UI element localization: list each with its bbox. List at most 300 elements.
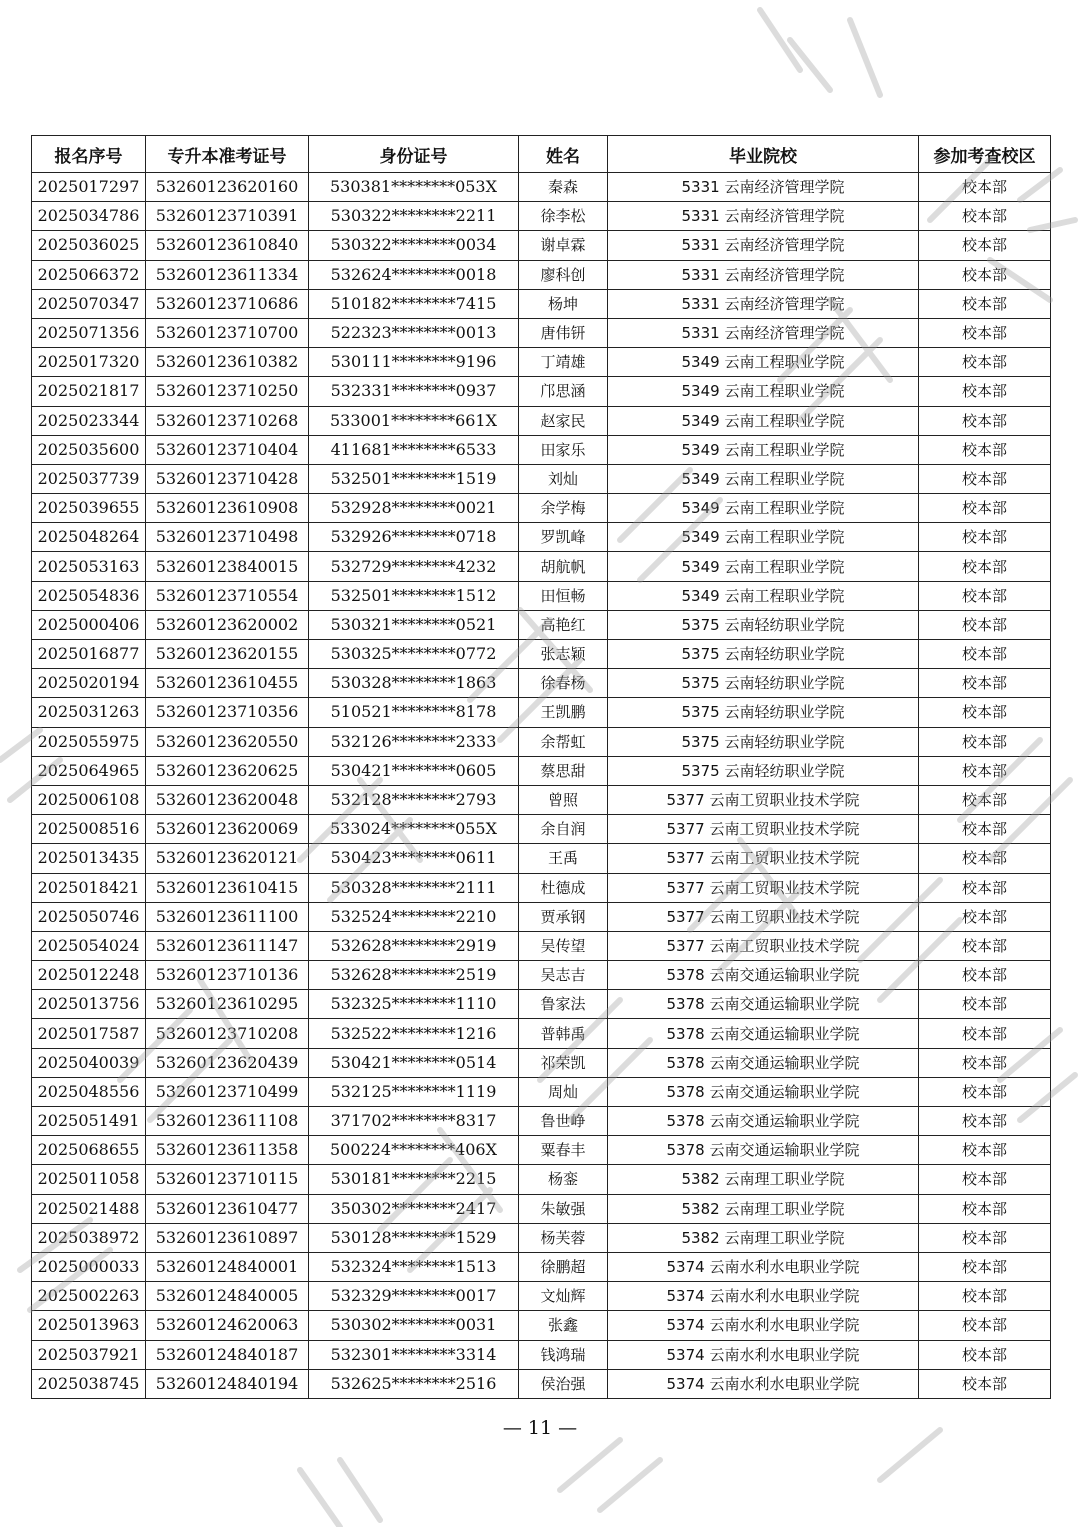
exam-ticket-no-cell: 53260123620550 xyxy=(146,727,309,756)
id-number-cell: 530322********0034 xyxy=(309,231,519,260)
exam-ticket-no-cell: 53260123710356 xyxy=(146,698,309,727)
table-row xyxy=(32,494,1051,523)
name-cell: 丁靖雄 xyxy=(519,348,608,377)
table-row xyxy=(32,756,1051,785)
id-number-cell: 371702********8317 xyxy=(309,1107,519,1136)
school-cell: 5349 云南工程职业学院 xyxy=(608,494,919,523)
name-cell: 钱鸿瑞 xyxy=(519,1340,608,1369)
id-number-cell: 522323********0013 xyxy=(309,318,519,347)
table-row xyxy=(32,1019,1051,1048)
campus-cell: 校本部 xyxy=(919,961,1051,990)
registration-no-cell: 2025017297 xyxy=(32,173,146,202)
registration-no-cell: 2025016877 xyxy=(32,640,146,669)
id-number-cell: 532126********2333 xyxy=(309,727,519,756)
table-row xyxy=(32,260,1051,289)
id-number-cell: 530328********1863 xyxy=(309,669,519,698)
id-number-cell: 532301********3314 xyxy=(309,1340,519,1369)
table-row xyxy=(32,610,1051,639)
id-number-cell: 530423********0611 xyxy=(309,844,519,873)
exam-ticket-no-cell: 53260123710208 xyxy=(146,1019,309,1048)
table-row xyxy=(32,902,1051,931)
header-exam-campus: 参加考查校区 xyxy=(919,136,1051,173)
id-number-cell: 532926********0718 xyxy=(309,523,519,552)
name-cell: 胡航帆 xyxy=(519,552,608,581)
exam-ticket-no-cell: 53260123710268 xyxy=(146,406,309,435)
id-number-cell: 533001********661X xyxy=(309,406,519,435)
campus-cell: 校本部 xyxy=(919,1107,1051,1136)
table-row xyxy=(32,231,1051,260)
registration-no-cell: 2025055975 xyxy=(32,727,146,756)
campus-cell: 校本部 xyxy=(919,348,1051,377)
exam-ticket-no-cell: 53260123620155 xyxy=(146,640,309,669)
id-number-cell: 530328********2111 xyxy=(309,873,519,902)
id-number-cell: 411681********6533 xyxy=(309,435,519,464)
registration-no-cell: 2025068655 xyxy=(32,1136,146,1165)
exam-ticket-no-cell: 53260123620625 xyxy=(146,756,309,785)
registration-no-cell: 2025039655 xyxy=(32,494,146,523)
exam-ticket-no-cell: 53260123710136 xyxy=(146,961,309,990)
registration-no-cell: 2025031263 xyxy=(32,698,146,727)
registration-no-cell: 2025008516 xyxy=(32,815,146,844)
school-cell: 5349 云南工程职业学院 xyxy=(608,406,919,435)
id-number-cell: 532522********1216 xyxy=(309,1019,519,1048)
school-cell: 5377 云南工贸职业技术学院 xyxy=(608,873,919,902)
registration-no-cell: 2025011058 xyxy=(32,1165,146,1194)
id-number-cell: 532501********1512 xyxy=(309,581,519,610)
school-cell: 5349 云南工程职业学院 xyxy=(608,581,919,610)
school-cell: 5378 云南交通运输职业学院 xyxy=(608,1107,919,1136)
id-number-cell: 532324********1513 xyxy=(309,1252,519,1281)
school-cell: 5377 云南工贸职业技术学院 xyxy=(608,815,919,844)
name-cell: 张志颖 xyxy=(519,640,608,669)
registration-no-cell: 2025036025 xyxy=(32,231,146,260)
name-cell: 王凯鹏 xyxy=(519,698,608,727)
school-cell: 5378 云南交通运输职业学院 xyxy=(608,1077,919,1106)
exam-ticket-no-cell: 53260123620002 xyxy=(146,610,309,639)
school-cell: 5375 云南轻纺职业学院 xyxy=(608,610,919,639)
school-cell: 5331 云南经济管理学院 xyxy=(608,202,919,231)
header-graduated-school: 毕业院校 xyxy=(608,136,919,173)
campus-cell: 校本部 xyxy=(919,581,1051,610)
campus-cell: 校本部 xyxy=(919,815,1051,844)
name-cell: 文灿辉 xyxy=(519,1282,608,1311)
exam-ticket-no-cell: 53260123710686 xyxy=(146,289,309,318)
school-cell: 5374 云南水利水电职业学院 xyxy=(608,1252,919,1281)
registration-no-cell: 2025023344 xyxy=(32,406,146,435)
table-row xyxy=(32,1194,1051,1223)
campus-cell: 校本部 xyxy=(919,698,1051,727)
school-cell: 5378 云南交通运输职业学院 xyxy=(608,1136,919,1165)
id-number-cell: 350302********2417 xyxy=(309,1194,519,1223)
table-row xyxy=(32,873,1051,902)
registration-no-cell: 2025037739 xyxy=(32,464,146,493)
registration-no-cell: 2025037921 xyxy=(32,1340,146,1369)
campus-cell: 校本部 xyxy=(919,610,1051,639)
school-cell: 5377 云南工贸职业技术学院 xyxy=(608,785,919,814)
name-cell: 蔡思甜 xyxy=(519,756,608,785)
exam-ticket-no-cell: 53260123610840 xyxy=(146,231,309,260)
campus-cell: 校本部 xyxy=(919,1048,1051,1077)
registration-no-cell: 2025053163 xyxy=(32,552,146,581)
table-row xyxy=(32,552,1051,581)
exam-ticket-no-cell: 53260124840001 xyxy=(146,1252,309,1281)
header-exam-ticket-no: 专升本准考证号 xyxy=(146,136,309,173)
name-cell: 余自润 xyxy=(519,815,608,844)
exam-ticket-no-cell: 53260123610908 xyxy=(146,494,309,523)
campus-cell: 校本部 xyxy=(919,844,1051,873)
registration-no-cell: 2025021817 xyxy=(32,377,146,406)
id-number-cell: 530421********0605 xyxy=(309,756,519,785)
table-row xyxy=(32,1048,1051,1077)
table-row xyxy=(32,377,1051,406)
exam-ticket-no-cell: 53260123620160 xyxy=(146,173,309,202)
registration-no-cell: 2025071356 xyxy=(32,318,146,347)
name-cell: 杜德成 xyxy=(519,873,608,902)
table-row xyxy=(32,1252,1051,1281)
table-row xyxy=(32,961,1051,990)
exam-ticket-no-cell: 53260123610415 xyxy=(146,873,309,902)
exam-ticket-no-cell: 53260123611334 xyxy=(146,260,309,289)
exam-ticket-no-cell: 53260123710428 xyxy=(146,464,309,493)
campus-cell: 校本部 xyxy=(919,902,1051,931)
campus-cell: 校本部 xyxy=(919,1340,1051,1369)
school-cell: 5377 云南工贸职业技术学院 xyxy=(608,844,919,873)
table-row xyxy=(32,1077,1051,1106)
registration-no-cell: 2025054836 xyxy=(32,581,146,610)
exam-ticket-no-cell: 53260124620063 xyxy=(146,1311,309,1340)
campus-cell: 校本部 xyxy=(919,173,1051,202)
table-row xyxy=(32,1165,1051,1194)
name-cell: 普韩禹 xyxy=(519,1019,608,1048)
table-row xyxy=(32,289,1051,318)
registration-no-cell: 2025002263 xyxy=(32,1282,146,1311)
table-row xyxy=(32,669,1051,698)
name-cell: 杨坤 xyxy=(519,289,608,318)
name-cell: 邝思涵 xyxy=(519,377,608,406)
name-cell: 鲁世峥 xyxy=(519,1107,608,1136)
table-row xyxy=(32,1282,1051,1311)
exam-ticket-no-cell: 53260123611147 xyxy=(146,931,309,960)
campus-cell: 校本部 xyxy=(919,552,1051,581)
id-number-cell: 500224********406X xyxy=(309,1136,519,1165)
campus-cell: 校本部 xyxy=(919,640,1051,669)
table-row xyxy=(32,1107,1051,1136)
registration-no-cell: 2025066372 xyxy=(32,260,146,289)
id-number-cell: 510182********7415 xyxy=(309,289,519,318)
table-row xyxy=(32,990,1051,1019)
registration-no-cell: 2025020194 xyxy=(32,669,146,698)
id-number-cell: 532628********2919 xyxy=(309,931,519,960)
campus-cell: 校本部 xyxy=(919,318,1051,347)
campus-cell: 校本部 xyxy=(919,377,1051,406)
registration-no-cell: 2025034786 xyxy=(32,202,146,231)
id-number-cell: 532628********2519 xyxy=(309,961,519,990)
campus-cell: 校本部 xyxy=(919,1077,1051,1106)
name-cell: 侯治强 xyxy=(519,1369,608,1398)
registration-no-cell: 2025000406 xyxy=(32,610,146,639)
name-cell: 贾承钢 xyxy=(519,902,608,931)
registration-no-cell: 2025051491 xyxy=(32,1107,146,1136)
name-cell: 刘灿 xyxy=(519,464,608,493)
exam-ticket-no-cell: 53260123710499 xyxy=(146,1077,309,1106)
id-number-cell: 532501********1519 xyxy=(309,464,519,493)
school-cell: 5374 云南水利水电职业学院 xyxy=(608,1311,919,1340)
registration-no-cell: 2025040039 xyxy=(32,1048,146,1077)
exam-ticket-no-cell: 53260123620048 xyxy=(146,785,309,814)
name-cell: 徐春杨 xyxy=(519,669,608,698)
campus-cell: 校本部 xyxy=(919,435,1051,464)
exam-ticket-no-cell: 53260123611358 xyxy=(146,1136,309,1165)
table-row xyxy=(32,202,1051,231)
campus-cell: 校本部 xyxy=(919,1136,1051,1165)
exam-ticket-no-cell: 53260123840015 xyxy=(146,552,309,581)
id-number-cell: 532331********0937 xyxy=(309,377,519,406)
registration-no-cell: 2025017587 xyxy=(32,1019,146,1048)
name-cell: 吴传望 xyxy=(519,931,608,960)
campus-cell: 校本部 xyxy=(919,202,1051,231)
campus-cell: 校本部 xyxy=(919,1194,1051,1223)
table-row xyxy=(32,406,1051,435)
id-number-cell: 532625********2516 xyxy=(309,1369,519,1398)
exam-ticket-no-cell: 53260123620439 xyxy=(146,1048,309,1077)
school-cell: 5382 云南理工职业学院 xyxy=(608,1223,919,1252)
registration-no-cell: 2025017320 xyxy=(32,348,146,377)
school-cell: 5374 云南水利水电职业学院 xyxy=(608,1340,919,1369)
name-cell: 朱敏强 xyxy=(519,1194,608,1223)
campus-cell: 校本部 xyxy=(919,785,1051,814)
table-row xyxy=(32,785,1051,814)
name-cell: 余帮虹 xyxy=(519,727,608,756)
name-cell: 王禹 xyxy=(519,844,608,873)
exam-ticket-no-cell: 53260123710250 xyxy=(146,377,309,406)
table-row xyxy=(32,727,1051,756)
school-cell: 5349 云南工程职业学院 xyxy=(608,523,919,552)
registration-no-cell: 2025013435 xyxy=(32,844,146,873)
table-row xyxy=(32,1136,1051,1165)
id-number-cell: 530128********1529 xyxy=(309,1223,519,1252)
campus-cell: 校本部 xyxy=(919,523,1051,552)
exam-ticket-no-cell: 53260123710498 xyxy=(146,523,309,552)
campus-cell: 校本部 xyxy=(919,1252,1051,1281)
registration-no-cell: 2025018421 xyxy=(32,873,146,902)
table-row xyxy=(32,318,1051,347)
campus-cell: 校本部 xyxy=(919,231,1051,260)
id-number-cell: 532624********0018 xyxy=(309,260,519,289)
name-cell: 赵家民 xyxy=(519,406,608,435)
school-cell: 5382 云南理工职业学院 xyxy=(608,1165,919,1194)
registration-no-cell: 2025050746 xyxy=(32,902,146,931)
exam-ticket-no-cell: 53260124840005 xyxy=(146,1282,309,1311)
school-cell: 5349 云南工程职业学院 xyxy=(608,377,919,406)
school-cell: 5331 云南经济管理学院 xyxy=(608,173,919,202)
id-number-cell: 533024********055X xyxy=(309,815,519,844)
exam-ticket-no-cell: 53260124840194 xyxy=(146,1369,309,1398)
id-number-cell: 530302********0031 xyxy=(309,1311,519,1340)
id-number-cell: 532325********1110 xyxy=(309,990,519,1019)
exam-ticket-no-cell: 53260123610455 xyxy=(146,669,309,698)
registration-no-cell: 2025070347 xyxy=(32,289,146,318)
name-cell: 徐李松 xyxy=(519,202,608,231)
header-registration-no: 报名序号 xyxy=(32,136,146,173)
table-row xyxy=(32,815,1051,844)
candidate-table xyxy=(31,135,1051,1399)
id-number-cell: 530381********053X xyxy=(309,173,519,202)
campus-cell: 校本部 xyxy=(919,1165,1051,1194)
table-row xyxy=(32,581,1051,610)
registration-no-cell: 2025048556 xyxy=(32,1077,146,1106)
table-row xyxy=(32,348,1051,377)
school-cell: 5375 云南轻纺职业学院 xyxy=(608,698,919,727)
name-cell: 田恒畅 xyxy=(519,581,608,610)
id-number-cell: 530325********0772 xyxy=(309,640,519,669)
school-cell: 5331 云南经济管理学院 xyxy=(608,318,919,347)
registration-no-cell: 2025035600 xyxy=(32,435,146,464)
school-cell: 5349 云南工程职业学院 xyxy=(608,464,919,493)
exam-ticket-no-cell: 53260123610382 xyxy=(146,348,309,377)
table-row xyxy=(32,523,1051,552)
exam-ticket-no-cell: 53260123710700 xyxy=(146,318,309,347)
campus-cell: 校本部 xyxy=(919,669,1051,698)
table-header-row xyxy=(32,136,1051,173)
exam-ticket-no-cell: 53260123610897 xyxy=(146,1223,309,1252)
campus-cell: 校本部 xyxy=(919,873,1051,902)
exam-ticket-no-cell: 53260123710391 xyxy=(146,202,309,231)
school-cell: 5349 云南工程职业学院 xyxy=(608,348,919,377)
name-cell: 周灿 xyxy=(519,1077,608,1106)
campus-cell: 校本部 xyxy=(919,990,1051,1019)
school-cell: 5377 云南工贸职业技术学院 xyxy=(608,931,919,960)
table-body xyxy=(32,173,1051,1399)
registration-no-cell: 2025012248 xyxy=(32,961,146,990)
id-number-cell: 532729********4232 xyxy=(309,552,519,581)
exam-ticket-no-cell: 53260123710554 xyxy=(146,581,309,610)
table-row xyxy=(32,173,1051,202)
school-cell: 5374 云南水利水电职业学院 xyxy=(608,1369,919,1398)
name-cell: 杨銮 xyxy=(519,1165,608,1194)
school-cell: 5375 云南轻纺职业学院 xyxy=(608,756,919,785)
id-number-cell: 532128********2793 xyxy=(309,785,519,814)
name-cell: 谢卓霖 xyxy=(519,231,608,260)
school-cell: 5349 云南工程职业学院 xyxy=(608,435,919,464)
name-cell: 鲁家法 xyxy=(519,990,608,1019)
school-cell: 5375 云南轻纺职业学院 xyxy=(608,640,919,669)
table-row xyxy=(32,640,1051,669)
school-cell: 5382 云南理工职业学院 xyxy=(608,1194,919,1223)
school-cell: 5378 云南交通运输职业学院 xyxy=(608,961,919,990)
campus-cell: 校本部 xyxy=(919,1019,1051,1048)
exam-ticket-no-cell: 53260123610477 xyxy=(146,1194,309,1223)
school-cell: 5378 云南交通运输职业学院 xyxy=(608,1048,919,1077)
campus-cell: 校本部 xyxy=(919,1311,1051,1340)
school-cell: 5331 云南经济管理学院 xyxy=(608,289,919,318)
name-cell: 田家乐 xyxy=(519,435,608,464)
school-cell: 5375 云南轻纺职业学院 xyxy=(608,669,919,698)
id-number-cell: 532928********0021 xyxy=(309,494,519,523)
id-number-cell: 532329********0017 xyxy=(309,1282,519,1311)
campus-cell: 校本部 xyxy=(919,289,1051,318)
school-cell: 5378 云南交通运输职业学院 xyxy=(608,990,919,1019)
exam-ticket-no-cell: 53260123710404 xyxy=(146,435,309,464)
name-cell: 吴志吉 xyxy=(519,961,608,990)
school-cell: 5331 云南经济管理学院 xyxy=(608,260,919,289)
campus-cell: 校本部 xyxy=(919,1282,1051,1311)
name-cell: 高艳红 xyxy=(519,610,608,639)
campus-cell: 校本部 xyxy=(919,494,1051,523)
table-row xyxy=(32,1340,1051,1369)
registration-no-cell: 2025013756 xyxy=(32,990,146,1019)
name-cell: 粟春丰 xyxy=(519,1136,608,1165)
id-number-cell: 532125********1119 xyxy=(309,1077,519,1106)
id-number-cell: 532524********2210 xyxy=(309,902,519,931)
table-row xyxy=(32,1223,1051,1252)
school-cell: 5375 云南轻纺职业学院 xyxy=(608,727,919,756)
campus-cell: 校本部 xyxy=(919,727,1051,756)
name-cell: 唐伟钘 xyxy=(519,318,608,347)
exam-ticket-no-cell: 53260123611108 xyxy=(146,1107,309,1136)
table-row xyxy=(32,464,1051,493)
campus-cell: 校本部 xyxy=(919,1223,1051,1252)
table-row xyxy=(32,435,1051,464)
name-cell: 祁荣凯 xyxy=(519,1048,608,1077)
registration-no-cell: 2025013963 xyxy=(32,1311,146,1340)
name-cell: 罗凯峰 xyxy=(519,523,608,552)
school-cell: 5374 云南水利水电职业学院 xyxy=(608,1282,919,1311)
table-row xyxy=(32,844,1051,873)
registration-no-cell: 2025048264 xyxy=(32,523,146,552)
id-number-cell: 530421********0514 xyxy=(309,1048,519,1077)
school-cell: 5378 云南交通运输职业学院 xyxy=(608,1019,919,1048)
id-number-cell: 510521********8178 xyxy=(309,698,519,727)
campus-cell: 校本部 xyxy=(919,464,1051,493)
table-row xyxy=(32,698,1051,727)
campus-cell: 校本部 xyxy=(919,756,1051,785)
campus-cell: 校本部 xyxy=(919,260,1051,289)
campus-cell: 校本部 xyxy=(919,406,1051,435)
id-number-cell: 530111********9196 xyxy=(309,348,519,377)
registration-no-cell: 2025021488 xyxy=(32,1194,146,1223)
exam-ticket-no-cell: 53260123620121 xyxy=(146,844,309,873)
name-cell: 余学梅 xyxy=(519,494,608,523)
exam-ticket-no-cell: 53260123710115 xyxy=(146,1165,309,1194)
id-number-cell: 530321********0521 xyxy=(309,610,519,639)
id-number-cell: 530322********2211 xyxy=(309,202,519,231)
exam-ticket-no-cell: 53260124840187 xyxy=(146,1340,309,1369)
school-cell: 5331 云南经济管理学院 xyxy=(608,231,919,260)
registration-no-cell: 2025038745 xyxy=(32,1369,146,1398)
document-page xyxy=(31,135,1050,1399)
header-name: 姓名 xyxy=(519,136,608,173)
id-number-cell: 530181********2215 xyxy=(309,1165,519,1194)
campus-cell: 校本部 xyxy=(919,931,1051,960)
registration-no-cell: 2025006108 xyxy=(32,785,146,814)
registration-no-cell: 2025064965 xyxy=(32,756,146,785)
page-number: — 11 — xyxy=(502,1417,578,1439)
header-id-number: 身份证号 xyxy=(309,136,519,173)
name-cell: 秦森 xyxy=(519,173,608,202)
campus-cell: 校本部 xyxy=(919,1369,1051,1398)
exam-ticket-no-cell: 53260123610295 xyxy=(146,990,309,1019)
school-cell: 5377 云南工贸职业技术学院 xyxy=(608,902,919,931)
exam-ticket-no-cell: 53260123620069 xyxy=(146,815,309,844)
registration-no-cell: 2025054024 xyxy=(32,931,146,960)
name-cell: 曾照 xyxy=(519,785,608,814)
registration-no-cell: 2025000033 xyxy=(32,1252,146,1281)
name-cell: 杨芙蓉 xyxy=(519,1223,608,1252)
name-cell: 徐鹏超 xyxy=(519,1252,608,1281)
registration-no-cell: 2025038972 xyxy=(32,1223,146,1252)
name-cell: 廖科创 xyxy=(519,260,608,289)
exam-ticket-no-cell: 53260123611100 xyxy=(146,902,309,931)
